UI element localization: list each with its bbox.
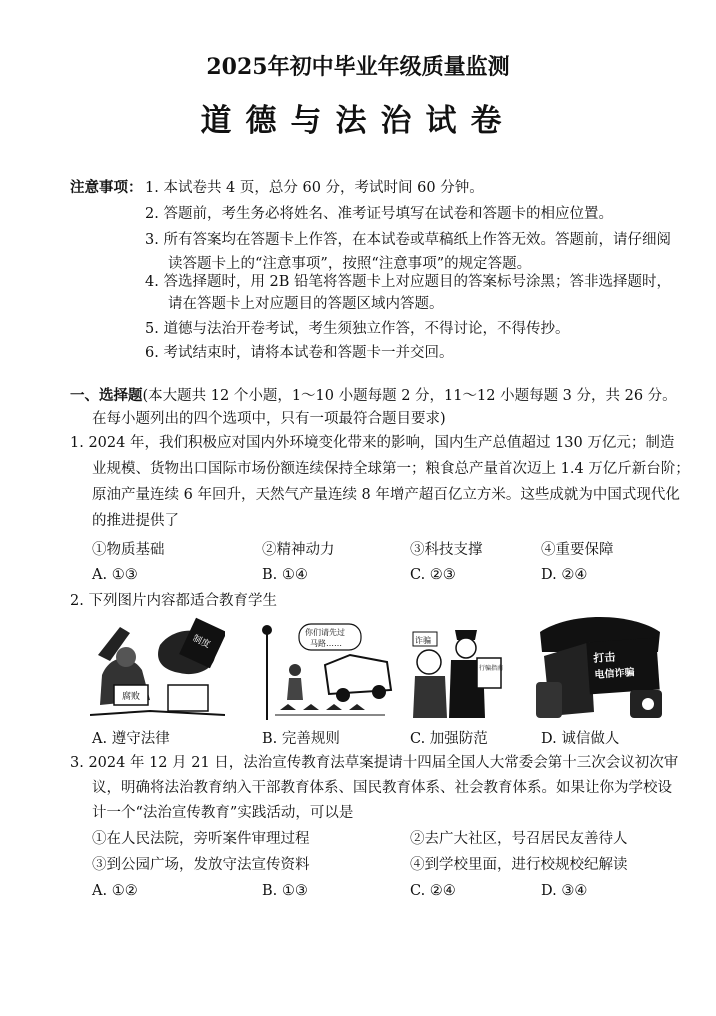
q2-picture-1	[90, 615, 225, 725]
p3-left-text: 诈骗	[415, 636, 431, 645]
note-line-4-cont: 请在答题卡上对应题目的答题区域内答题。	[168, 296, 444, 312]
subject-title: 道德与法治试卷	[200, 103, 516, 139]
q2-picture-3-art	[405, 618, 505, 726]
q2-option-c[interactable]: C. 加强防范	[410, 731, 488, 747]
q1-line-4: 的推进提供了	[92, 513, 179, 529]
q3-option-d[interactable]: D. ③④	[541, 883, 588, 899]
q2-picture-1-art	[90, 615, 225, 725]
q1-line-3: 原油产量连续 6 年回升，天然气产量连续 8 年增产超百亿立方米。这些成就为中国式现代化	[92, 487, 680, 503]
q3-statement-3: ③到公园广场，发放守法宣传资料	[92, 857, 310, 873]
note-line-3-cont: 读答题卡上的“注意事项”，按照“注意事项”的规定答题。	[168, 256, 532, 272]
q2-picture-2-art	[255, 620, 395, 725]
q2-picture-4	[530, 612, 670, 724]
q2-stem: 2. 下列图片内容都适合教育学生	[70, 593, 277, 609]
q1-line-1: 1. 2024 年，我们积极应对国内外环境变化带来的影响，国内生产总值超过 130 万亿元；制造	[70, 435, 675, 451]
q3-line-2: 议，明确将法治教育纳入干部教育体系、国民教育体系、社会教育体系。如果让你为学校设	[92, 780, 672, 796]
note-line-5: 5. 道德与法治开卷考试，考生须独立作答，不得讨论，不得传抄。	[145, 321, 570, 337]
q2-option-a[interactable]: A. 遵守法律	[92, 731, 170, 747]
q1-statement-3: ③科技支撑	[410, 542, 483, 558]
exam-title: 2025年初中毕业年级质量监测	[206, 54, 510, 80]
q1-option-a[interactable]: A. ①③	[92, 567, 138, 583]
section-heading-bold: 一、选择题	[70, 387, 143, 404]
q3-option-a[interactable]: A. ①②	[92, 883, 138, 899]
q3-option-c[interactable]: C. ②④	[410, 883, 456, 899]
p1-badge-text: 腐败	[122, 692, 141, 702]
q2-picture-4-art	[530, 612, 670, 724]
q2-picture-3	[405, 618, 505, 726]
q1-statement-2: ②精神动力	[262, 542, 335, 558]
note-line-1: 1. 本试卷共 4 页，总分 60 分，考试时间 60 分钟。	[145, 180, 484, 196]
q3-statement-2: ②去广大社区，号召居民友善待人	[410, 831, 628, 847]
q2-option-d[interactable]: D. 诚信做人	[541, 731, 620, 747]
p1-sign-text: 制度	[190, 633, 212, 651]
p2-bubble-2: 马路……	[310, 639, 342, 648]
q1-statement-1: ①物质基础	[92, 542, 165, 558]
q3-line-3: 计一个“法治宣传教育”实践活动，可以是	[92, 805, 354, 821]
q3-option-b[interactable]: B. ①③	[262, 883, 308, 899]
p3-right-text: 行骗指南	[479, 665, 504, 672]
q3-statement-4: ④到学校里面，进行校规校纪解读	[410, 857, 628, 873]
q2-picture-2	[255, 620, 395, 725]
p4-title-2: 电信诈骗	[594, 667, 635, 681]
q1-line-2: 业规模、货物出口国际市场份额连续保持全球第一；粮食总产量首次迈上 1.4 万亿斤新台阶；	[92, 461, 690, 477]
note-line-3: 3. 所有答案均在答题卡上作答，在本试卷或草稿纸上作答无效。答题前，请仔细阅	[145, 232, 671, 248]
q1-option-c[interactable]: C. ②③	[410, 567, 456, 583]
p4-title-1: 打击	[592, 650, 616, 666]
q1-option-d[interactable]: D. ②④	[541, 567, 588, 583]
q1-option-b[interactable]: B. ①④	[262, 567, 308, 583]
note-line-2: 2. 答题前，考生务必将姓名、准考证号填写在试卷和答题卡的相应位置。	[145, 206, 613, 222]
section-heading	[70, 389, 677, 404]
p2-bubble-1: 你们请先过	[305, 628, 345, 637]
q3-line-1: 3. 2024 年 12 月 21 日，法治宣传教育法草案提请十四届全国人大常委会第十三次会议初次审	[70, 755, 679, 771]
note-line-4: 4. 答选择题时，用 2B 铅笔将答题卡上对应题目的答案标号涂黑；答非选择题时，	[145, 274, 672, 290]
section-heading-line2: 在每小题列出的四个选项中，只有一项最符合题目要求)	[92, 411, 446, 427]
note-line-6: 6. 考试结束时，请将本试卷和答题卡一并交回。	[145, 345, 454, 361]
notes-label: 注意事项：	[70, 179, 143, 196]
q3-statement-1: ①在人民法院，旁听案件审理过程	[92, 831, 310, 847]
q1-statement-4: ④重要保障	[541, 542, 614, 558]
section-heading-rest: (本大题共 12 个小题，1～10 小题每题 2 分，11～12 小题每题 3 分，共 26 分。	[142, 388, 677, 404]
q2-option-b[interactable]: B. 完善规则	[262, 731, 340, 747]
